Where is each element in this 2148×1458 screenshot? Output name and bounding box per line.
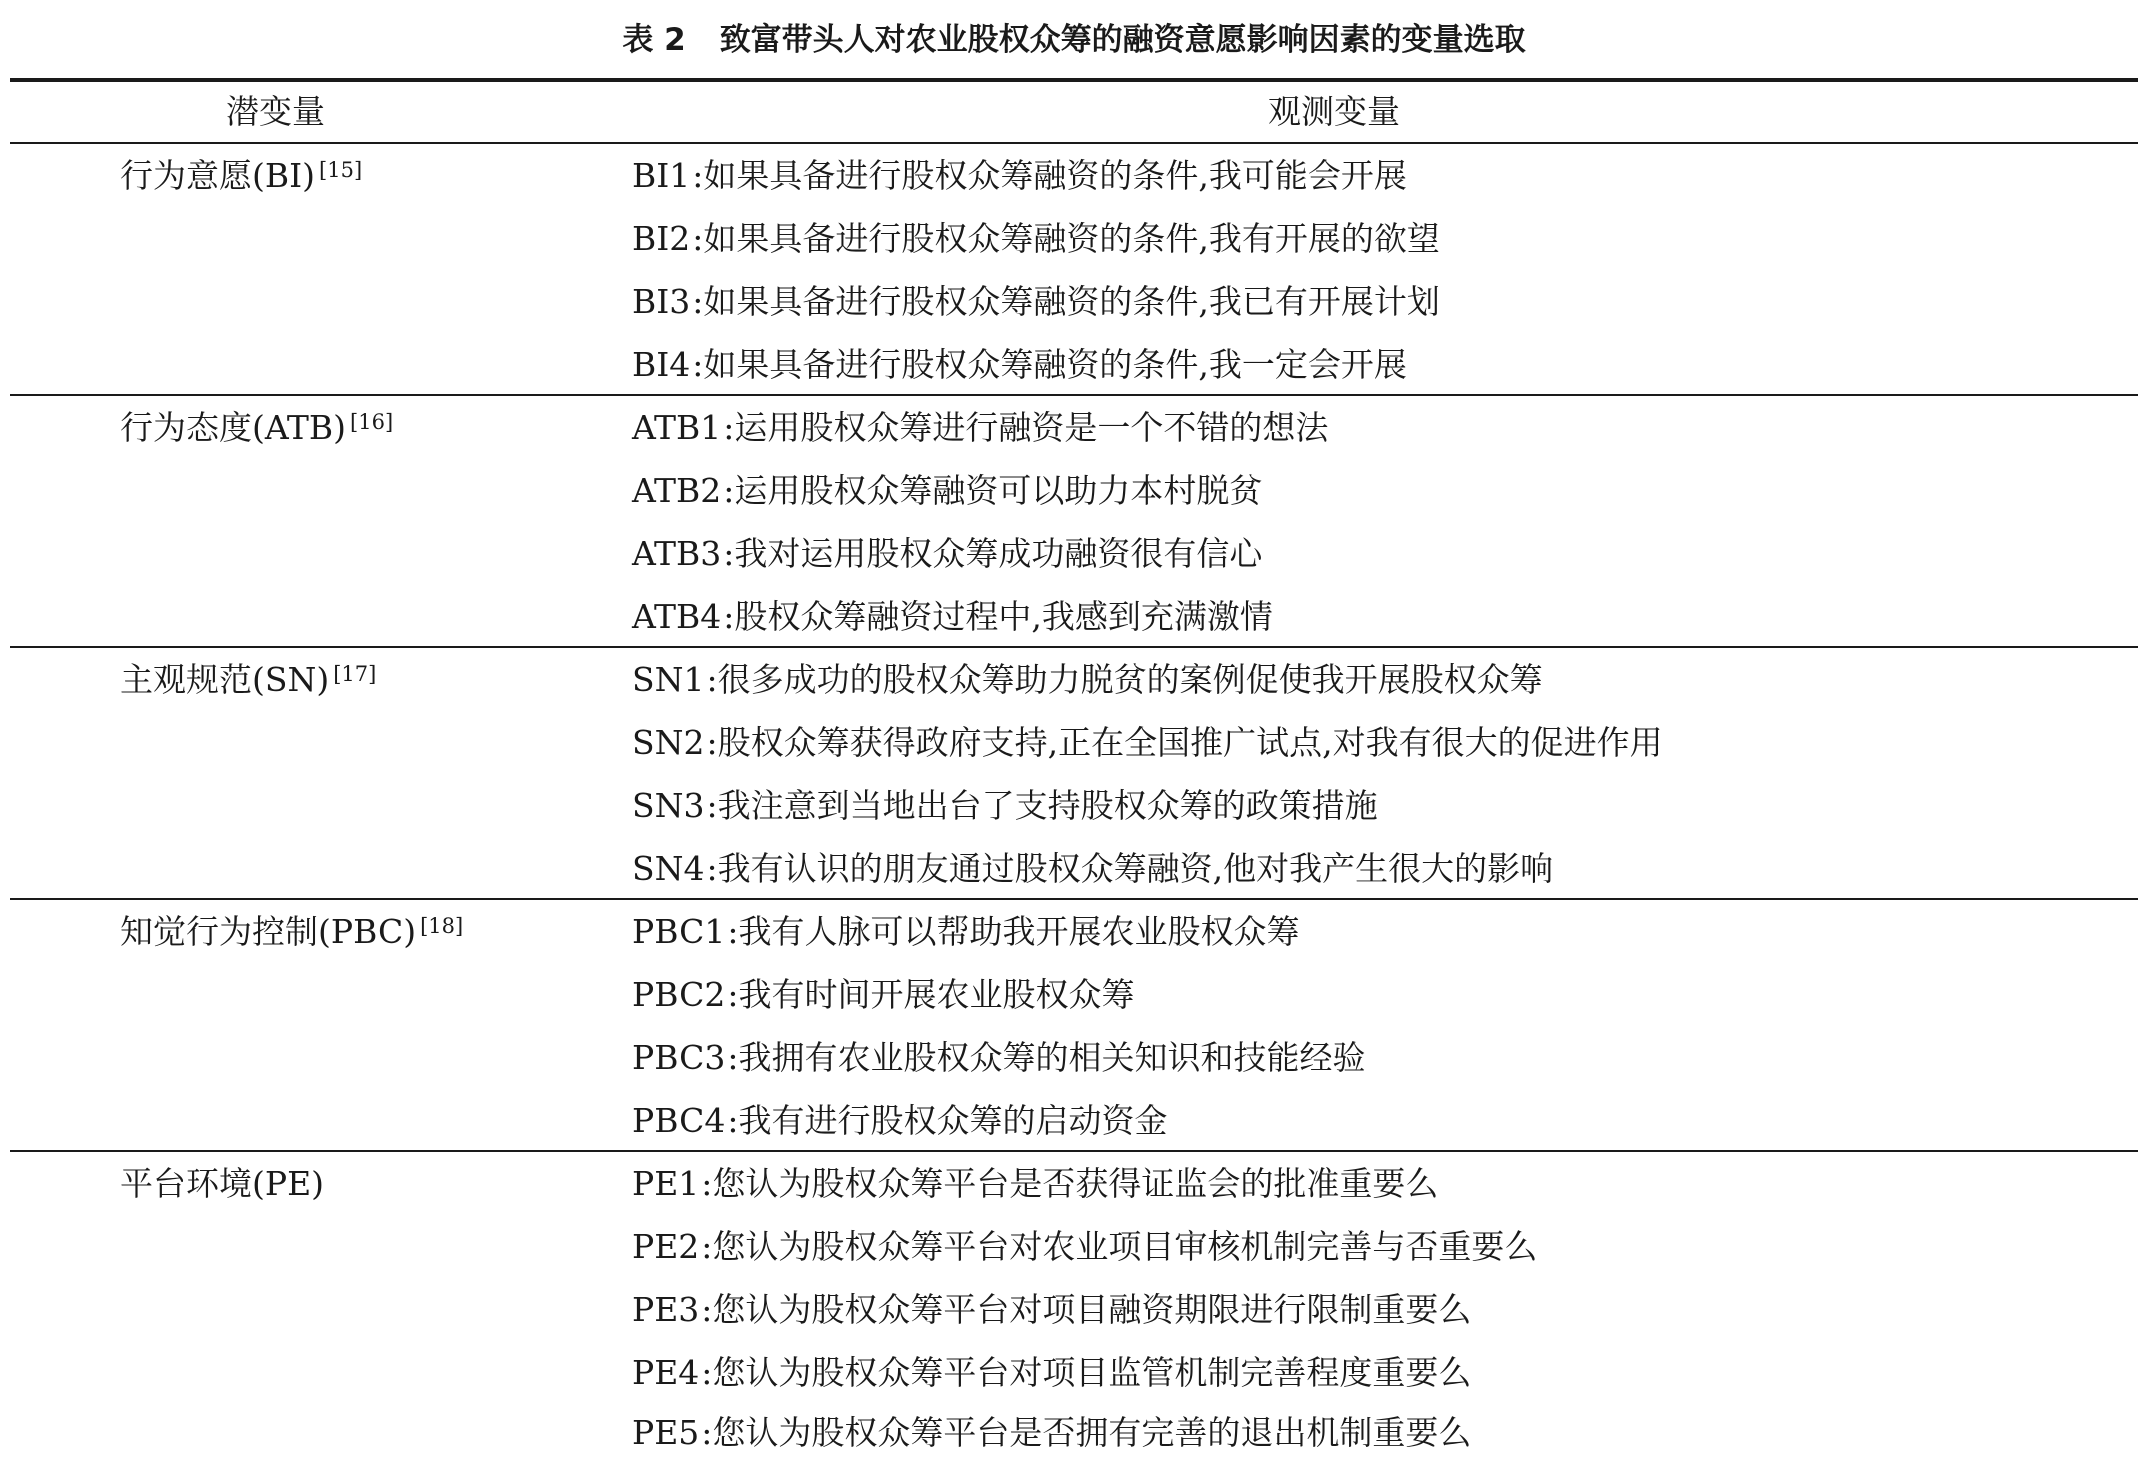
- item-code: SN2: [632, 723, 705, 762]
- latent-name: 主观规范(SN): [120, 660, 330, 699]
- observed-item: [632, 152, 1407, 200]
- item-colon: :: [706, 723, 718, 762]
- observed-item: [632, 341, 1407, 389]
- item-text: 我有时间开展农业股权众筹: [738, 975, 1135, 1014]
- group-rule: [10, 1150, 2138, 1152]
- item-colon: :: [723, 597, 735, 636]
- observed-item: [632, 1160, 1438, 1208]
- reference-mark: [15]: [319, 158, 363, 182]
- item-text: 我对运用股权众筹成功融资很有信心: [734, 534, 1263, 573]
- item-code: BI1: [632, 156, 691, 195]
- item-text: 如果具备进行股权众筹融资的条件,我一定会开展: [703, 345, 1407, 384]
- header-rule: [10, 142, 2138, 144]
- item-code: BI2: [632, 219, 691, 258]
- item-text: 如果具备进行股权众筹融资的条件,我有开展的欲望: [703, 219, 1440, 258]
- item-colon: :: [706, 849, 718, 888]
- item-code: PE5: [632, 1413, 700, 1452]
- group-rule: [10, 394, 2138, 396]
- item-text: 股权众筹融资过程中,我感到充满激情: [734, 597, 1273, 636]
- item-colon: :: [701, 1227, 713, 1266]
- item-colon: :: [692, 219, 704, 258]
- item-code: PE3: [632, 1290, 700, 1329]
- observed-item: [632, 1349, 1471, 1397]
- observed-item: [632, 1223, 1537, 1271]
- item-colon: :: [727, 1038, 739, 1077]
- item-colon: :: [727, 1101, 739, 1140]
- observed-item: [632, 845, 1553, 893]
- observed-item: [632, 719, 1663, 767]
- item-text: 您认为股权众筹平台对项目融资期限进行限制重要么: [712, 1290, 1472, 1329]
- item-colon: :: [723, 408, 735, 447]
- item-code: ATB3: [632, 534, 722, 573]
- item-code: ATB4: [632, 597, 722, 636]
- item-text: 您认为股权众筹平台对项目监管机制完善程度重要么: [712, 1353, 1472, 1392]
- item-code: PE4: [632, 1353, 700, 1392]
- observed-item: [632, 782, 1378, 830]
- group-rule: [10, 646, 2138, 648]
- latent-variable: [120, 908, 463, 956]
- latent-name: 平台环境(PE): [120, 1164, 325, 1203]
- item-text: 如果具备进行股权众筹融资的条件,我已有开展计划: [703, 282, 1440, 321]
- table-caption: [0, 18, 2148, 62]
- observed-item: [632, 278, 1440, 326]
- table-title: 致富带头人对农业股权众筹的融资意愿影响因素的变量选取: [719, 22, 1526, 58]
- observed-item: [632, 593, 1273, 641]
- top-rule: [10, 78, 2138, 82]
- item-text: 我拥有农业股权众筹的相关知识和技能经验: [738, 1038, 1366, 1077]
- latent-variable: [120, 152, 362, 200]
- item-text: 您认为股权众筹平台是否获得证监会的批准重要么: [712, 1164, 1439, 1203]
- item-code: SN1: [632, 660, 705, 699]
- item-colon: :: [701, 1353, 713, 1392]
- item-colon: :: [727, 912, 739, 951]
- reference-mark: [18]: [420, 914, 464, 938]
- item-colon: :: [692, 156, 704, 195]
- item-text: 股权众筹获得政府支持,正在全国推广试点,对我有很大的促进作用: [717, 723, 1663, 762]
- observed-item: [632, 1034, 1365, 1082]
- reference-mark: [16]: [350, 410, 394, 434]
- item-text: 您认为股权众筹平台对农业项目审核机制完善与否重要么: [712, 1227, 1538, 1266]
- reference-mark: [17]: [333, 662, 377, 686]
- item-text: 我有认识的朋友通过股权众筹融资,他对我产生很大的影响: [717, 849, 1554, 888]
- item-colon: :: [701, 1290, 713, 1329]
- observed-item: [632, 908, 1299, 956]
- latent-variable: [120, 404, 393, 452]
- item-colon: :: [723, 534, 735, 573]
- item-text: 很多成功的股权众筹助力脱贫的案例促使我开展股权众筹: [717, 660, 1543, 699]
- observed-item: [632, 971, 1134, 1019]
- item-colon: :: [692, 282, 704, 321]
- item-code: PE2: [632, 1227, 700, 1266]
- item-colon: :: [706, 786, 718, 825]
- observed-item: [632, 530, 1262, 578]
- header-latent-variable: 潜变量: [226, 92, 325, 131]
- item-code: BI4: [632, 345, 691, 384]
- latent-name: 行为态度(ATB): [120, 408, 347, 447]
- item-colon: :: [723, 471, 735, 510]
- table-label: 表 2: [622, 22, 686, 58]
- item-code: PBC1: [632, 912, 726, 951]
- item-colon: :: [692, 345, 704, 384]
- item-code: SN4: [632, 849, 705, 888]
- observed-item: [632, 656, 1543, 704]
- item-text: 运用股权众筹进行融资是一个不错的想法: [734, 408, 1329, 447]
- observed-item: [632, 467, 1262, 515]
- item-colon: :: [701, 1164, 713, 1203]
- latent-variable: [120, 656, 376, 704]
- observed-item: [632, 215, 1440, 263]
- item-text: 您认为股权众筹平台是否拥有完善的退出机制重要么: [712, 1413, 1472, 1452]
- item-colon: :: [727, 975, 739, 1014]
- item-code: PBC3: [632, 1038, 726, 1077]
- observed-item: [632, 1097, 1167, 1145]
- observed-item: [632, 1409, 1471, 1457]
- item-code: ATB2: [632, 471, 722, 510]
- latent-name: 知觉行为控制(PBC): [120, 912, 417, 951]
- item-code: PE1: [632, 1164, 700, 1203]
- item-text: 我有进行股权众筹的启动资金: [738, 1101, 1168, 1140]
- item-code: ATB1: [632, 408, 722, 447]
- item-code: BI3: [632, 282, 691, 321]
- item-code: PBC4: [632, 1101, 726, 1140]
- item-colon: :: [701, 1413, 713, 1452]
- latent-variable: [120, 1160, 324, 1208]
- observed-item: [632, 1286, 1471, 1334]
- item-code: PBC2: [632, 975, 726, 1014]
- item-text: 我注意到当地出台了支持股权众筹的政策措施: [717, 786, 1378, 825]
- item-colon: :: [706, 660, 718, 699]
- item-text: 如果具备进行股权众筹融资的条件,我可能会开展: [703, 156, 1407, 195]
- group-rule: [10, 898, 2138, 900]
- item-text: 运用股权众筹融资可以助力本村脱贫: [734, 471, 1263, 510]
- item-code: SN3: [632, 786, 705, 825]
- observed-item: [632, 404, 1328, 452]
- header-observed-variable: 观测变量: [1268, 92, 1400, 131]
- latent-name: 行为意愿(BI): [120, 156, 316, 195]
- item-text: 我有人脉可以帮助我开展农业股权众筹: [738, 912, 1300, 951]
